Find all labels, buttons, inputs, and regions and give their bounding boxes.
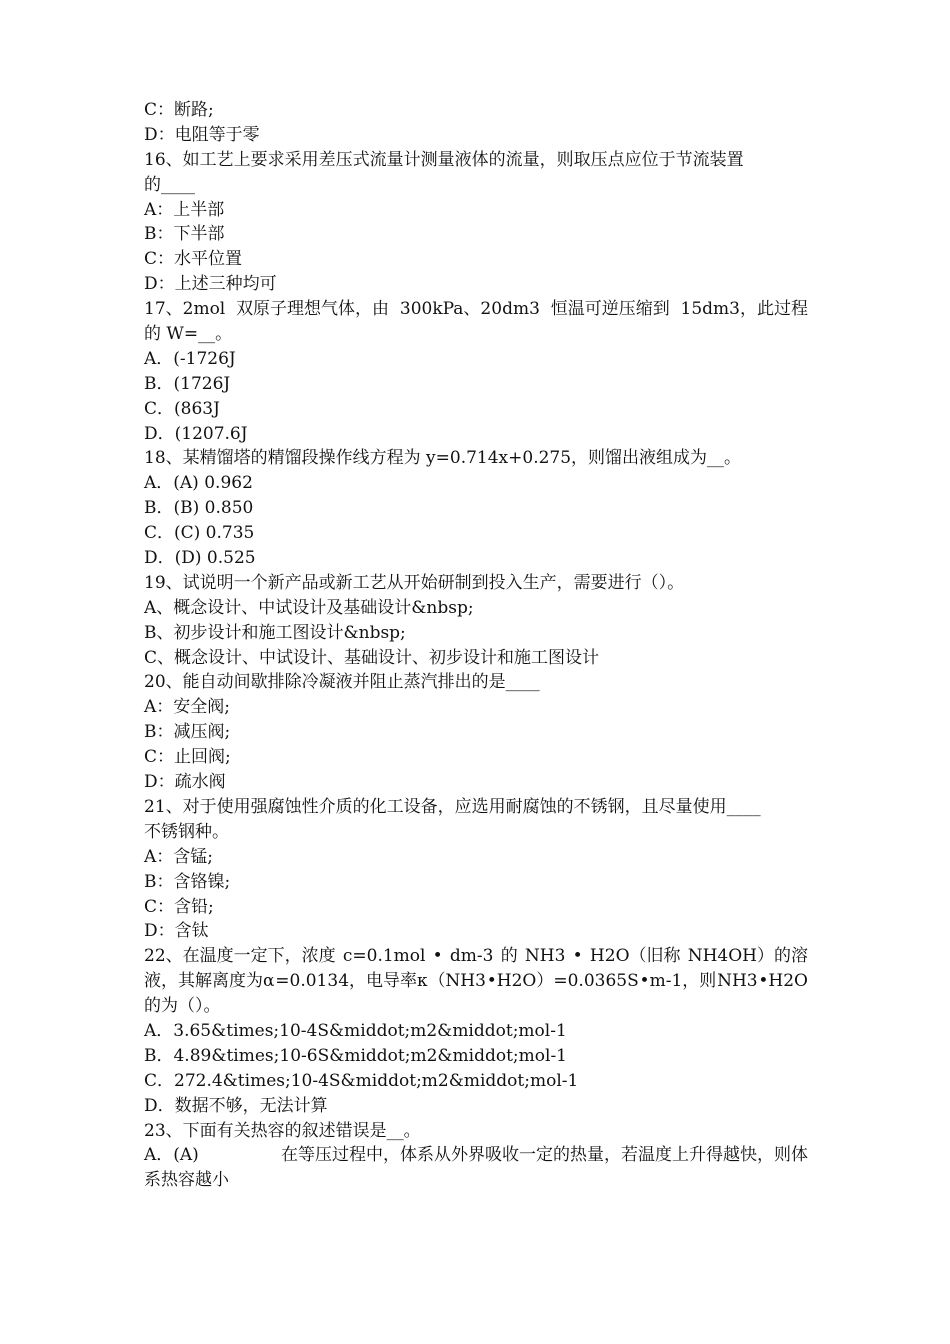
text-segment: •H2O）=0.0365S xyxy=(486,971,639,992)
question-20-option-a: A：安全阀; xyxy=(144,697,231,718)
question-18-stem: 18、某精馏塔的精馏段操作线方程为 y=0.714x+0.275，则馏出液组成为__。 xyxy=(144,448,742,469)
question-21-option-c: C：含铅; xyxy=(144,896,214,917)
question-20-stem: 20、能自动间歇排除冷凝液并阻止蒸汽排出的是____ xyxy=(144,672,540,693)
text-segment: 双原子理想气体，由 xyxy=(236,299,390,320)
text-segment: 17、2mol xyxy=(144,299,226,320)
question-23-option-a-cont: 系热容越小 xyxy=(144,1170,229,1191)
question-20-option-c: C：止回阀; xyxy=(144,747,231,768)
text-segment: NH3 xyxy=(717,971,758,992)
question-16-option-d: D：上述三种均可 xyxy=(144,274,277,295)
text-segment: NH4OH）的溶 xyxy=(687,946,808,967)
question-16-stem xyxy=(144,148,808,173)
question-23-option-a xyxy=(144,1143,808,1168)
text-segment: dm-3 xyxy=(449,946,494,967)
text-segment: 15dm3，此过程 xyxy=(680,299,808,320)
question-21-option-d: D：含钛 xyxy=(144,921,209,942)
question-19-stem: 19、试说明一个新产品或新工艺从开始研制到投入生产，需要进行（）。 xyxy=(144,572,685,593)
question-18-option-c: C．(C) 0.735 xyxy=(144,523,255,544)
question-20-option-b: B：减压阀; xyxy=(144,722,231,743)
text-segment: •m-1，则 xyxy=(639,971,717,992)
text-segment: =0.0134，电导率κ xyxy=(275,971,428,992)
question-19-option-c: C、概念设计、中试设计、基础设计、初步设计和施工图设计 xyxy=(144,647,600,668)
text-segment: 液，其解离度为α xyxy=(144,971,275,992)
option-c-line: C：断路; xyxy=(144,100,214,120)
text-segment: 的 xyxy=(500,946,518,967)
text-segment: H2O（旧称 xyxy=(589,946,681,967)
question-22-option-b: B．4.89&times;10-6S&middot;m2&middot;mol-1 xyxy=(144,1045,567,1066)
question-23-stem: 23、下面有关热容的叙述错误是__。 xyxy=(144,1120,421,1141)
question-17-stem xyxy=(144,297,808,322)
question-16-option-b: B：下半部 xyxy=(144,224,225,245)
option-d-line: D：电阻等于零 xyxy=(144,124,260,145)
question-16-stem-cont: 的____ xyxy=(144,174,195,195)
question-16-option-c: C：水平位置 xyxy=(144,249,243,270)
text-segment: • xyxy=(432,946,443,967)
text-segment: 恒温可逆压缩到 xyxy=(550,299,670,320)
text-segment: 16、如工艺上要求采用差压式流量计测量液体的流量，则取压点应位于节流装置 xyxy=(144,149,744,170)
text-segment: 22、在温度一定下，浓度 xyxy=(144,946,336,967)
question-18-option-d: D．(D) 0.525 xyxy=(144,548,256,569)
question-18-option-a: A．(A) 0.962 xyxy=(144,473,253,494)
question-22-stem-cont xyxy=(144,969,808,994)
text-segment: （NH3 xyxy=(428,971,486,992)
document-body xyxy=(144,98,808,1193)
text-segment: • xyxy=(572,946,583,967)
question-22-option-a: A．3.65&times;10-4S&middot;m2&middot;mol-1 xyxy=(144,1020,567,1041)
text-segment: 在等压过程中，体系从外界吸收一定的热量，若温度上升得越快，则体 xyxy=(281,1145,808,1166)
question-22-option-c: C．272.4&times;10-4S&middot;m2&middot;mol-1 xyxy=(144,1070,579,1091)
text-segment: NH3 xyxy=(524,946,566,967)
question-17-stem-cont: 的 W=__。 xyxy=(144,324,233,345)
question-19-option-b: B、初步设计和施工图设计&nbsp; xyxy=(144,622,406,643)
question-21-option-a: A：含锰; xyxy=(144,846,214,867)
question-21-stem-cont: 不锈钢种。 xyxy=(144,821,229,842)
question-21-option-b: B：含铬镍; xyxy=(144,871,231,892)
text-segment: •H2O xyxy=(758,971,808,992)
question-20-option-d: D：疏水阀 xyxy=(144,772,226,793)
question-16-option-a: A：上半部 xyxy=(144,199,225,220)
question-18-option-b: B．(B) 0.850 xyxy=(144,498,254,519)
question-19-option-a: A、概念设计、中试设计及基础设计&nbsp; xyxy=(144,597,474,618)
question-21-stem: 21、对于使用强腐蚀性介质的化工设备，应选用耐腐蚀的不锈钢，且尽量使用____ xyxy=(144,796,761,817)
text-segment: c=0.1mol xyxy=(342,946,426,967)
question-22-stem xyxy=(144,944,808,969)
question-22-option-d: D．数据不够，无法计算 xyxy=(144,1095,328,1116)
text-segment: A．(A) xyxy=(144,1145,199,1166)
question-22-stem-end: 的为（）。 xyxy=(144,996,221,1017)
question-17-option-c: C．(863J xyxy=(144,398,220,419)
question-17-option-a: A．(-1726J xyxy=(144,348,236,369)
question-17-option-b: B．(1726J xyxy=(144,373,231,394)
text-segment: 300kPa、20dm3 xyxy=(399,299,540,320)
question-17-option-d: D．(1207.6J xyxy=(144,423,248,444)
